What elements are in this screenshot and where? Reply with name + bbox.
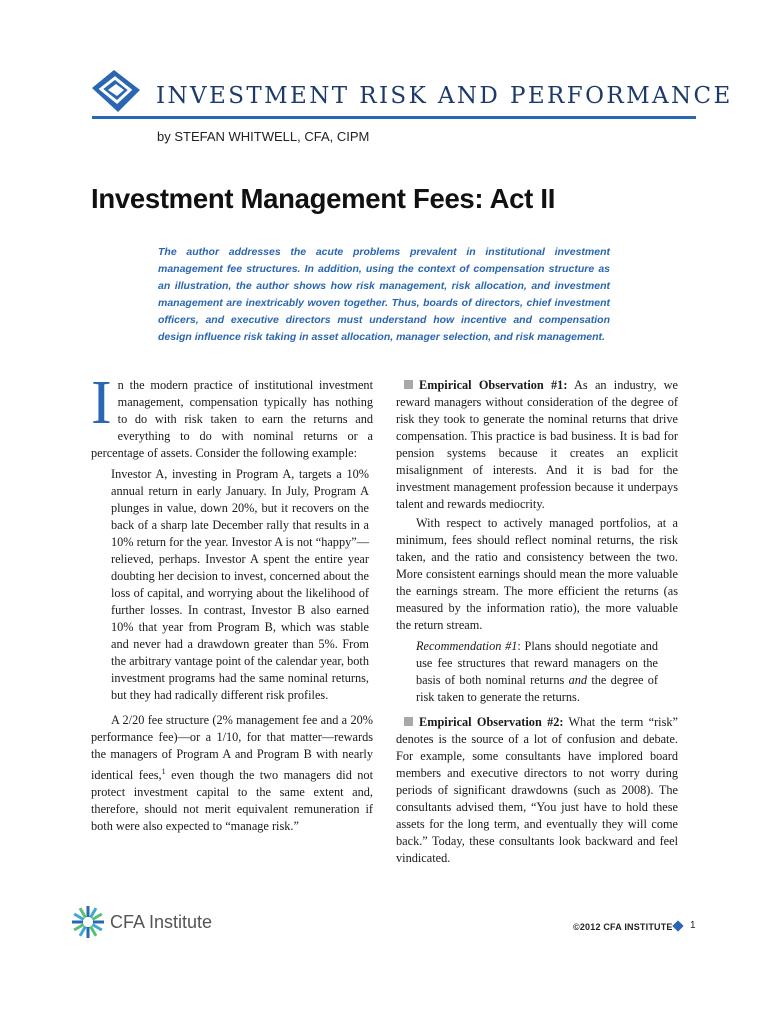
cfa-institute-brand: CFA Institute — [110, 912, 213, 932]
observation-1 — [396, 377, 678, 513]
intro-text: n the modern practice of institutional investment management, compensation typically has nothing to do with risk taken to earn the returns and everything to do with nominal returns or a percentage of assets. Consider the following example: — [91, 378, 373, 460]
diamond-separator-icon — [672, 920, 683, 931]
observation-1-text: As an industry, we reward managers without consideration of the degree of risk they took to generate the nominal returns that drive compensation. This practice is bad business. It is bad for pension systems because it creates an explicit misalignment of interests. And it is bad for the investment management profession because it underpays talent and rewards mediocrity. — [396, 378, 678, 511]
footnote-ref[interactable]: 1 — [161, 767, 166, 776]
fee-paragraph — [91, 712, 373, 835]
section-logo-icon — [88, 68, 144, 118]
header-rule — [92, 116, 696, 119]
observation-2-label: Empirical Observation #2: — [419, 715, 564, 729]
article-title: Investment Management Fees: Act II — [91, 183, 556, 214]
copyright-notice: ©2012 CFA INSTITUTE — [573, 922, 673, 932]
example-blockquote: Investor A, investing in Program A, targets a 10% annual return in early January. In July, Program A plunges in value, down 20%, but it recovers on the back of a sharp late December rally that results in a 10% return for the year. Investor A is not “happy”—relieved, perhaps. Investor A spent the entire year doubting her decision to invest, concerned about the loss of capital, and worrying about the likelihood of further losses. In contrast, Investor B also earned 10% that year from Program B, which was stable and never had a drawdown greater than 5%. From the arbitrary vantage point of the calendar year, both investment programs had the same nominal returns, but they had radically different risk profiles. — [111, 467, 369, 702]
section-title: INVESTMENT RISK AND PERFORMANCE — [156, 83, 733, 109]
drop-cap: I — [91, 369, 112, 437]
left-column — [91, 369, 373, 835]
right-column — [396, 377, 678, 867]
intro-paragraph — [91, 369, 373, 462]
portfolio-paragraph: With respect to actively managed portfolios, at a minimum, fees should reflect nominal returns, the risk taken, and the ratio and consistency between the two. More consistent earnings should mean the more valuable the earnings stream. The more efficient the returns (as measured by the information ratio), the more valuable the return stream. — [396, 516, 678, 632]
recommendation-1-label: Recommendation #1 — [416, 639, 518, 653]
observation-2-text: What the term “risk” denotes is the source of a lot of confusion and debate. For example, some consultants have implored board members and executive directors to not worry during periods of significant drawdowns (such as 2008). The consultants advised them, “You just have to hold these assets for the long term, and eventually they will come back.” Today, these consultants look backward and feel vindicated. — [396, 715, 678, 865]
recommendation-1 — [416, 638, 658, 706]
fee-text-b: even though the two managers did not protect investment capital to the same extent and, therefore, should not merit equivalent remuneration if both were also expected to “manage risk.” — [91, 768, 373, 834]
recommendation-1-text-b: the degree of risk taken to generate the returns. — [416, 673, 658, 704]
recommendation-1-text-a: : Plans should negotiate and use fee structures that reward managers on the basis of both nominal returns — [416, 639, 658, 687]
byline: by STEFAN WHITWELL, CFA, CIPM — [157, 129, 370, 144]
observation-1-label: Empirical Observation #1: — [419, 378, 568, 392]
cfa-institute-logo-icon — [71, 905, 105, 939]
fee-text-a: A 2/20 fee structure (2% management fee and a 20% performance fee)—or a 1/10, for that matter—rewards the managers of Program A and Program B with nearly identical fees, — [91, 713, 373, 783]
square-bullet-icon — [404, 380, 413, 389]
recommendation-1-and: and — [568, 673, 588, 687]
abstract: The author addresses the acute problems prevalent in institutional investment management fee structures. In addition, using the context of compensation structure as an illustration, the author shows how risk management, risk allocation, and investment management are inextricably woven together. Thus, boards of directors, chief investment officers, and executive directors must understand how incentive and compensation design influence risk taking in asset allocation, manager selection, and risk management. — [158, 246, 610, 343]
page-number: 1 — [690, 920, 696, 931]
observation-2 — [396, 714, 678, 867]
square-bullet-icon — [404, 717, 413, 726]
